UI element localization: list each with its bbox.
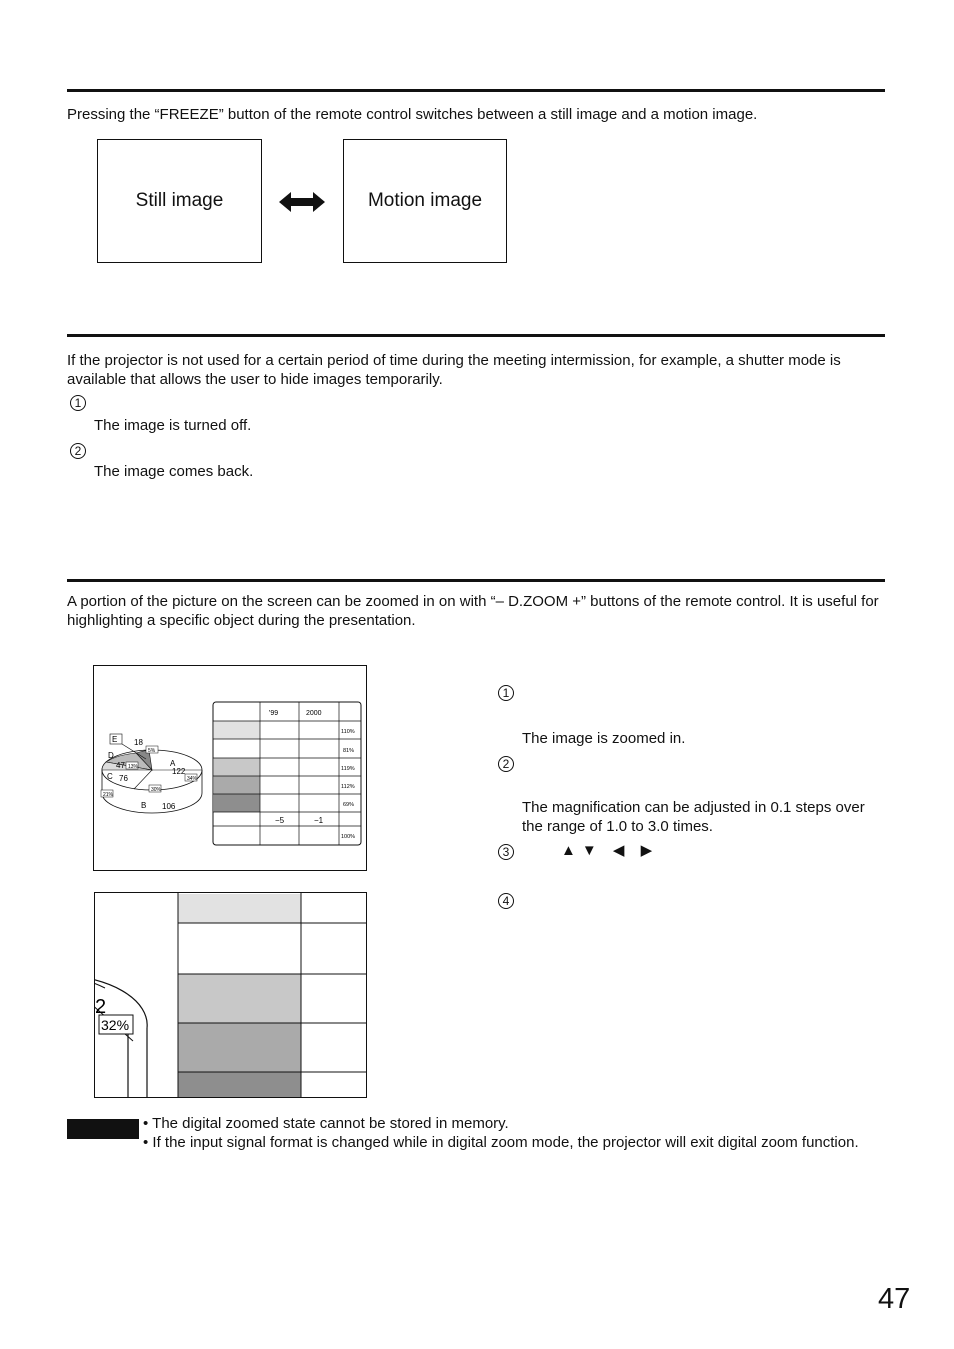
pie-pct-label: 30% (151, 787, 162, 793)
pie-pct-label: 5% (148, 748, 156, 754)
shutter-intro: If the projector is not used for a certain period of time during the meeting intermission, for example, a shutter mode is available that allows the user to hide images temporarily. (67, 352, 841, 388)
section-rule-shutter (67, 334, 885, 337)
pie-label: 122 (172, 767, 186, 776)
zoomed-table-graphic (178, 893, 366, 1097)
section-rule-dzoom (67, 579, 885, 582)
note-item: • The digital zoomed state cannot be stored in memory. (143, 1115, 509, 1132)
data-table-graphic (213, 702, 361, 845)
step-number-icon: 2 (498, 756, 514, 772)
table-pct: 81% (343, 748, 355, 754)
zoomed-pie-number: 2 (95, 996, 107, 1018)
motion-image-label: Motion image (367, 190, 483, 211)
step-number-icon: 4 (498, 893, 514, 909)
pie-pct-label: 21% (103, 792, 114, 798)
table-pct: 69% (343, 802, 355, 808)
table-val: −1 (314, 816, 324, 825)
pie-label: D (108, 751, 114, 760)
pie-label: A (170, 759, 176, 768)
screen-illustration-normal (93, 665, 367, 871)
pie-label: E (112, 735, 118, 744)
pie-label: 106 (162, 802, 176, 811)
direction-arrows-icon: ▲▼ ◀ ▶ (561, 842, 659, 859)
zoomed-pct-label: 32% (101, 1017, 130, 1033)
dzoom-step-1-text: The image is zoomed in. (522, 730, 686, 747)
dzoom-step-2-text: The magnification can be adjusted in 0.1 steps over the range of 1.0 to 3.0 times. (522, 799, 865, 835)
still-image-box (97, 139, 262, 263)
table-val: −5 (275, 816, 285, 825)
table-pct: 110% (341, 729, 355, 735)
note-item: • If the input signal format is changed while in digital zoom mode, the projector will exit digital zoom function. (143, 1134, 859, 1151)
table-header: '99 (269, 710, 279, 717)
page-number: 47 (878, 1283, 911, 1315)
pie-label: B (141, 801, 147, 810)
pie-label: 76 (119, 774, 128, 783)
freeze-intro: Pressing the “FREEZE” button of the remote control switches between a still image and a motion image. (67, 106, 758, 123)
step-number-icon: 2 (70, 443, 86, 459)
note-label (67, 1119, 139, 1139)
screen-illustration-zoomed (94, 892, 367, 1098)
pie-label: 47 (116, 761, 125, 770)
section-rule-freeze (67, 89, 885, 92)
shutter-step-1-text: The image is turned off. (94, 417, 252, 434)
table-header: 2000 (306, 710, 322, 717)
table-pct: 119% (341, 766, 355, 772)
shutter-step-2-text: The image comes back. (94, 463, 254, 480)
pie-pct-label: 34% (187, 776, 198, 782)
pie-label: 18 (134, 738, 143, 747)
double-arrow-icon (277, 190, 327, 214)
motion-image-box (343, 139, 507, 263)
step-number-icon: 1 (70, 395, 86, 411)
table-pct: 100% (341, 834, 356, 840)
dzoom-intro: A portion of the picture on the screen can be zoomed in on with “– D.ZOOM +” buttons of the remote control. It is useful for highlighting a specific object during the presentation. (67, 593, 879, 629)
pie-label: C (107, 772, 113, 781)
step-number-icon: 1 (498, 685, 514, 701)
zoomed-pie-graphic (95, 975, 147, 1097)
step-number-icon: 3 (498, 844, 514, 860)
notes-list (143, 1114, 863, 1152)
still-image-label: Still image (135, 190, 224, 211)
pie-pct-label: 13% (128, 764, 139, 770)
table-pct: 112% (341, 784, 355, 790)
